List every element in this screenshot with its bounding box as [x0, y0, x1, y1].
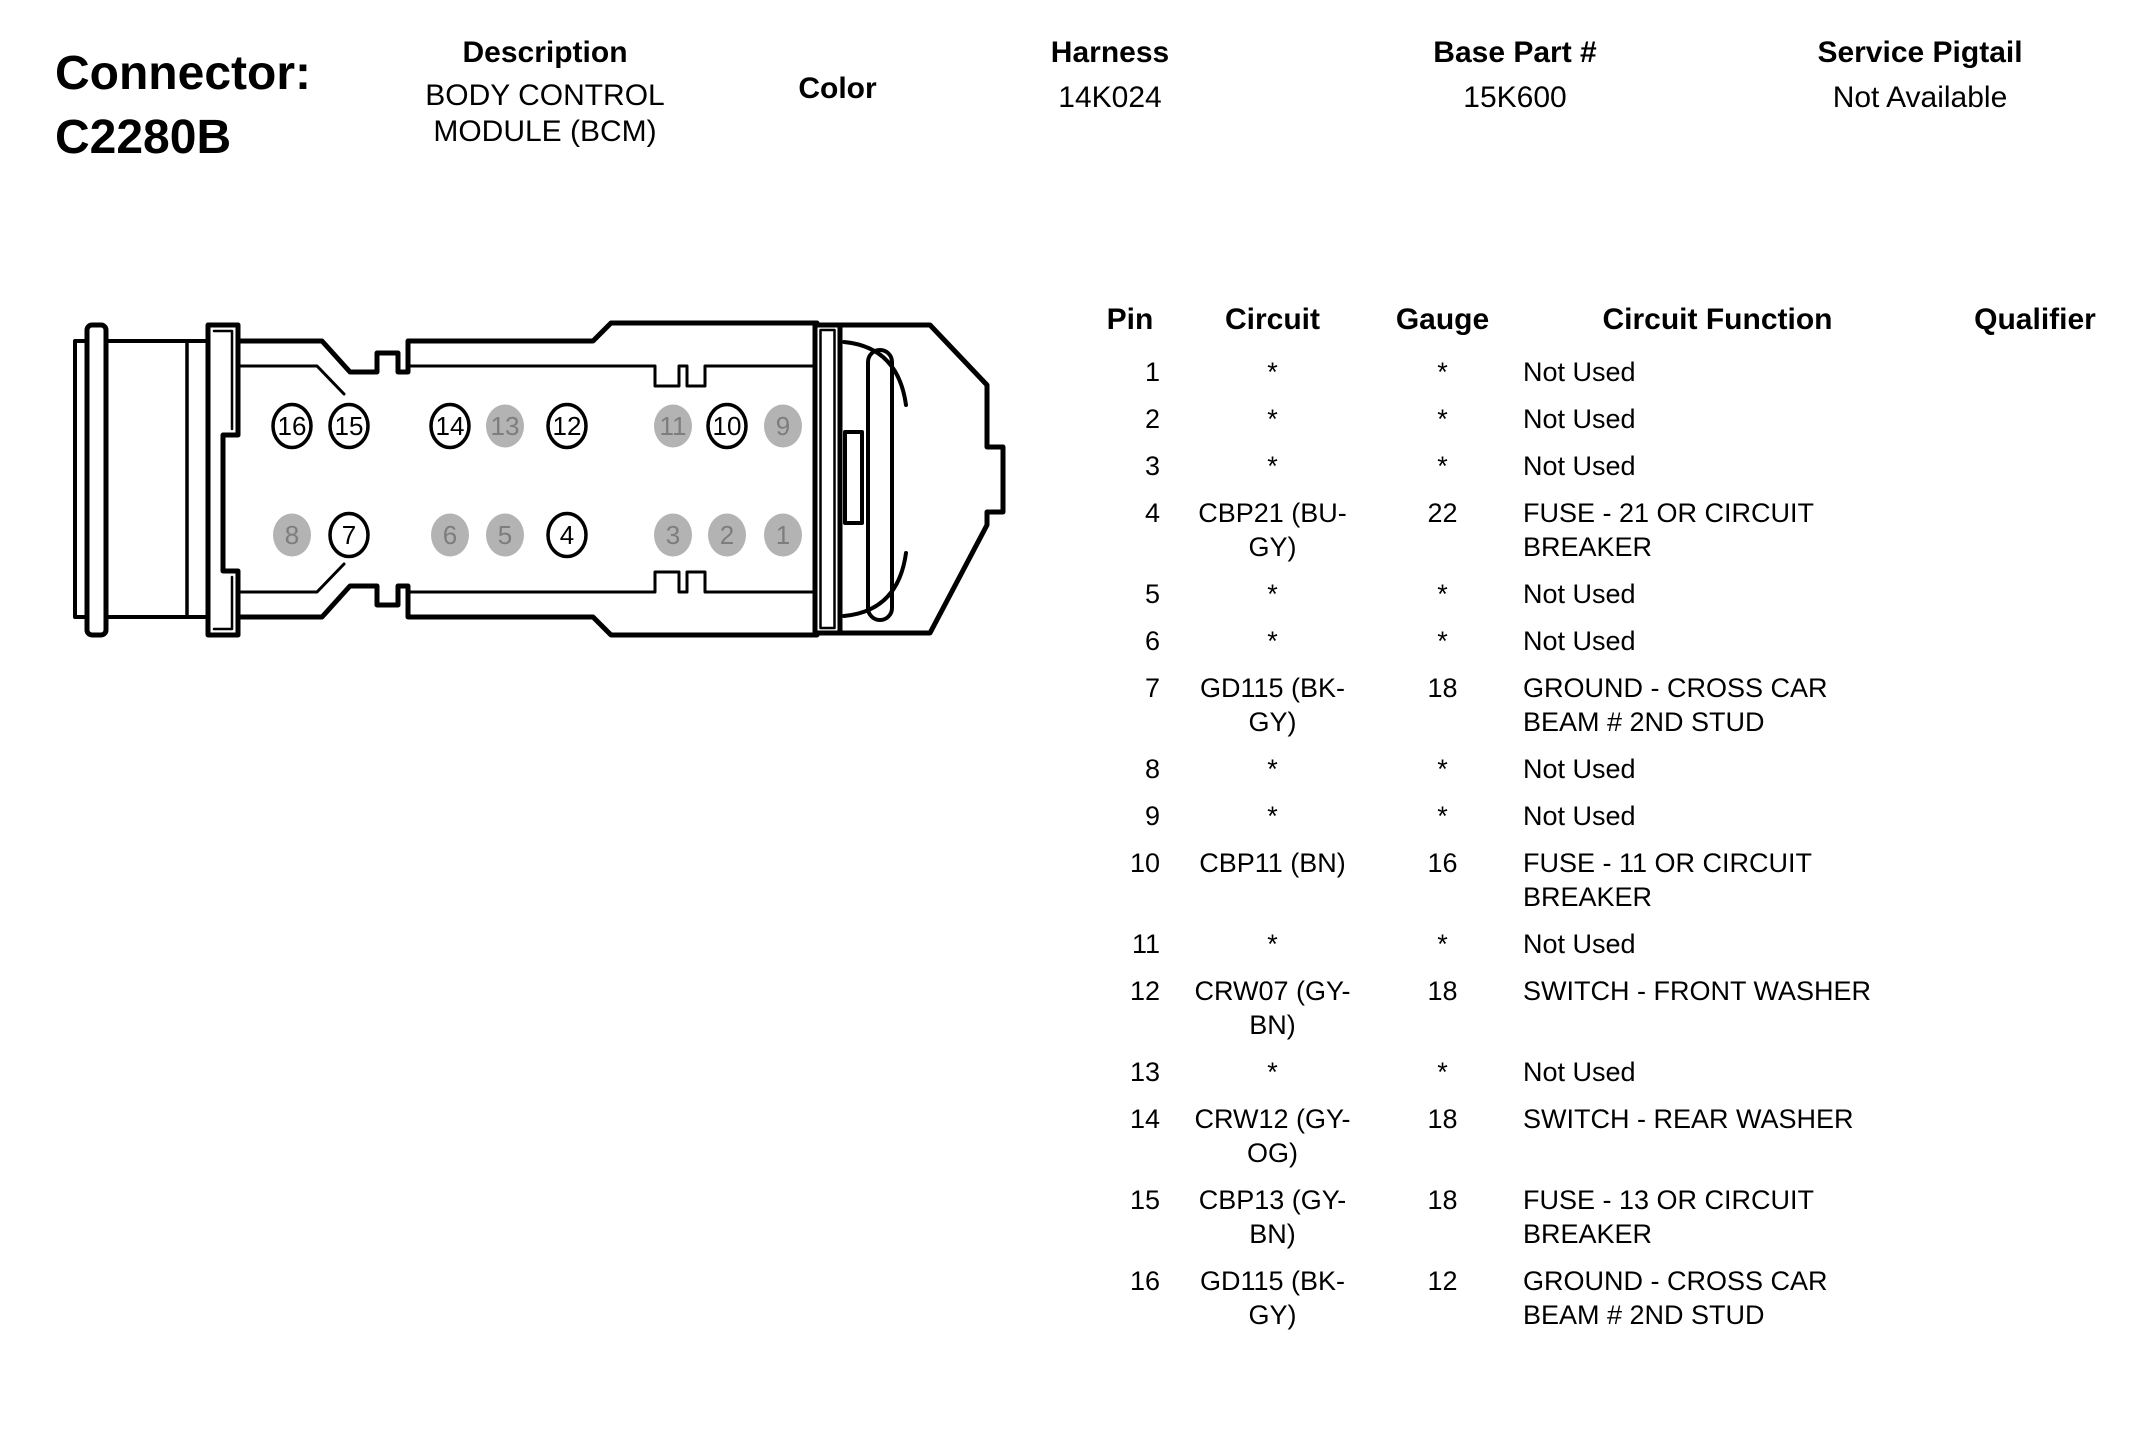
pinout-row — [1100, 1264, 2135, 1345]
gauge-cell: 18 — [1427, 1104, 1458, 1134]
connector-pin-12 — [548, 405, 586, 448]
pin-number-cell: 15 — [1129, 1185, 1160, 1215]
circuit-cell: GD115 (BK- GY) — [1199, 673, 1346, 737]
circuit-cell: CRW07 (GY- BN) — [1194, 976, 1351, 1040]
circuit-cell: * — [1267, 357, 1278, 387]
qualifier-cell — [1935, 1183, 2135, 1264]
harness-label: Harness — [1050, 36, 1170, 69]
connector-pin-6 — [431, 514, 469, 557]
connector-bracket — [208, 325, 238, 635]
pin-label: 2 — [719, 520, 735, 550]
connector-pin-7 — [330, 514, 368, 557]
pinout-row — [1100, 1055, 2135, 1102]
pin-number-cell: 4 — [1144, 498, 1160, 528]
pinout-table-header — [1100, 303, 2135, 355]
circuit-function-cell: Not Used — [1523, 579, 1636, 609]
connector-pin-15 — [330, 405, 368, 448]
pin-label: 3 — [665, 520, 681, 550]
pinout-row — [1100, 1102, 2135, 1183]
gauge-cell: * — [1437, 801, 1448, 831]
pin-label: 8 — [284, 520, 300, 550]
circuit-function-cell: GROUND - CROSS CAR BEAM # 2ND STUD — [1523, 1266, 1828, 1330]
housing-top-inner-line — [238, 366, 812, 394]
pinout-table — [1100, 303, 2135, 1345]
pinout-row — [1100, 974, 2135, 1055]
connector-pin-2 — [708, 514, 746, 557]
description-value: BODY CONTROL MODULE (BCM) — [425, 79, 665, 148]
connector-pin-5 — [486, 514, 524, 557]
circuit-function-cell: Not Used — [1523, 357, 1636, 387]
qualifier-cell — [1935, 799, 2135, 846]
housing-bottom-inner-line — [238, 564, 812, 592]
circuit-cell: * — [1267, 626, 1278, 656]
description-label: Description — [462, 36, 628, 69]
pinout-row — [1100, 752, 2135, 799]
pin-label: 12 — [552, 411, 582, 441]
qualifier-cell — [1935, 1055, 2135, 1102]
color-label: Color — [798, 72, 877, 105]
circuit-cell: CRW12 (GY- OG) — [1194, 1104, 1351, 1168]
connector-diagram — [55, 225, 1015, 665]
gauge-cell: 18 — [1427, 1185, 1458, 1215]
pinout-row — [1100, 846, 2135, 927]
pinout-table-body — [1100, 355, 2135, 1345]
gauge-cell: * — [1437, 929, 1448, 959]
circuit-cell: CBP11 (BN) — [1199, 848, 1346, 878]
connector-pin-3 — [654, 514, 692, 557]
circuit-function-cell: Not Used — [1523, 929, 1636, 959]
service-pigtail-label: Service Pigtail — [1817, 36, 2023, 69]
gauge-cell: * — [1437, 754, 1448, 784]
connector-pin-8 — [273, 514, 311, 557]
connector-pin-1 — [764, 514, 802, 557]
qualifier-cell — [1935, 846, 2135, 927]
header-circuit: Circuit — [1224, 303, 1320, 336]
connector-pin-16 — [273, 405, 311, 448]
connector-id: C2280B — [55, 111, 232, 164]
circuit-function-cell: SWITCH - REAR WASHER — [1523, 1104, 1854, 1134]
pin-label: 1 — [775, 520, 791, 550]
gauge-cell: 16 — [1427, 848, 1458, 878]
gauge-cell: * — [1437, 626, 1448, 656]
circuit-function-cell: Not Used — [1523, 754, 1636, 784]
qualifier-cell — [1935, 402, 2135, 449]
pin-number-cell: 8 — [1144, 754, 1160, 784]
circuit-cell: * — [1267, 929, 1278, 959]
base-part-value: 15K600 — [1463, 81, 1567, 114]
gauge-cell: * — [1437, 1057, 1448, 1087]
header-circuit-function: Circuit Function — [1602, 303, 1833, 336]
pinout-row — [1100, 624, 2135, 671]
gauge-cell: * — [1437, 579, 1448, 609]
circuit-function-cell: Not Used — [1523, 1057, 1636, 1087]
connector-right-end — [840, 325, 1003, 633]
pin-label: 16 — [277, 411, 307, 441]
pin-label: 13 — [490, 411, 520, 441]
service-pigtail-value: Not Available — [1832, 81, 2008, 114]
pin-number-cell: 5 — [1144, 579, 1160, 609]
pinout-row — [1100, 671, 2135, 752]
gauge-cell: 18 — [1427, 976, 1458, 1006]
circuit-cell: * — [1267, 1057, 1278, 1087]
circuit-cell: * — [1267, 754, 1278, 784]
gauge-cell: 18 — [1427, 673, 1458, 703]
pin-number-cell: 12 — [1129, 976, 1160, 1006]
pin-number-cell: 9 — [1144, 801, 1160, 831]
pin-number-cell: 14 — [1129, 1104, 1160, 1134]
pin-label: 9 — [775, 411, 791, 441]
pinout-row — [1100, 449, 2135, 496]
pinout-row — [1100, 799, 2135, 846]
circuit-function-cell: FUSE - 11 OR CIRCUIT BREAKER — [1523, 848, 1813, 912]
pin-number-cell: 2 — [1144, 404, 1160, 434]
pin-label: 4 — [559, 520, 575, 550]
circuit-function-cell: Not Used — [1523, 801, 1636, 831]
pin-number-cell: 16 — [1129, 1266, 1160, 1296]
circuit-function-cell: SWITCH - FRONT WASHER — [1523, 976, 1871, 1006]
qualifier-cell — [1935, 974, 2135, 1055]
wire-seal-bar — [87, 325, 106, 635]
pin-number-cell: 6 — [1144, 626, 1160, 656]
qualifier-cell — [1935, 449, 2135, 496]
qualifier-cell — [1935, 1102, 2135, 1183]
pinout-row — [1100, 402, 2135, 449]
harness-value: 14K024 — [1058, 81, 1162, 114]
header-qualifier: Qualifier — [1974, 303, 2096, 336]
circuit-function-cell: FUSE - 13 OR CIRCUIT BREAKER — [1523, 1185, 1815, 1249]
pin-label: 15 — [334, 411, 364, 441]
pinout-row — [1100, 496, 2135, 577]
qualifier-cell — [1935, 624, 2135, 671]
circuit-cell: * — [1267, 451, 1278, 481]
connector-pin-9 — [764, 405, 802, 448]
connector-pin-10 — [708, 405, 746, 448]
pin-label: 7 — [341, 520, 357, 550]
pin-label: 10 — [712, 411, 742, 441]
header-pin: Pin — [1106, 303, 1154, 336]
qualifier-cell — [1935, 752, 2135, 799]
connector-pins — [273, 405, 802, 557]
pin-label: 11 — [659, 411, 687, 441]
gauge-cell: * — [1437, 404, 1448, 434]
pinout-row — [1100, 1183, 2135, 1264]
connector-pin-11 — [654, 405, 692, 448]
gauge-cell: * — [1437, 357, 1448, 387]
circuit-cell: * — [1267, 801, 1278, 831]
connector-pin-14 — [431, 405, 469, 448]
circuit-cell: GD115 (BK- GY) — [1199, 1266, 1346, 1330]
gauge-cell: 22 — [1427, 498, 1458, 528]
base-part-label: Base Part # — [1433, 36, 1597, 69]
pinout-row — [1100, 577, 2135, 624]
pin-label: 5 — [497, 520, 513, 550]
connector-title — [55, 42, 311, 170]
qualifier-cell — [1935, 1264, 2135, 1345]
header-gauge: Gauge — [1395, 303, 1490, 336]
circuit-function-cell: Not Used — [1523, 404, 1636, 434]
circuit-cell: CBP13 (GY- BN) — [1198, 1185, 1347, 1249]
pin-number-cell: 11 — [1131, 929, 1160, 959]
circuit-cell: CBP21 (BU- GY) — [1198, 498, 1347, 562]
pin-label: 14 — [435, 411, 465, 441]
connector-label: Connector: — [55, 47, 311, 100]
pin-number-cell: 7 — [1144, 673, 1160, 703]
circuit-function-cell: GROUND - CROSS CAR BEAM # 2ND STUD — [1523, 673, 1828, 737]
pinout-row — [1100, 355, 2135, 402]
circuit-function-cell: Not Used — [1523, 626, 1636, 656]
qualifier-cell — [1935, 355, 2135, 402]
qualifier-cell — [1935, 496, 2135, 577]
circuit-cell: * — [1267, 579, 1278, 609]
pin-number-cell: 13 — [1129, 1057, 1160, 1087]
connector-pin-13 — [486, 405, 524, 448]
pinout-row — [1100, 927, 2135, 974]
gauge-cell: * — [1437, 451, 1448, 481]
circuit-cell: * — [1267, 404, 1278, 434]
circuit-function-cell: Not Used — [1523, 451, 1636, 481]
mating-face-bar — [815, 325, 840, 633]
pin-number-cell: 10 — [1129, 848, 1160, 878]
pin-number-cell: 1 — [1144, 357, 1160, 387]
connector-pin-4 — [548, 514, 586, 557]
circuit-function-cell: FUSE - 21 OR CIRCUIT BREAKER — [1523, 498, 1815, 562]
pin-label: 6 — [442, 520, 458, 550]
gauge-cell: 12 — [1427, 1266, 1458, 1296]
pin-number-cell: 3 — [1144, 451, 1160, 481]
qualifier-cell — [1935, 671, 2135, 752]
qualifier-cell — [1935, 577, 2135, 624]
qualifier-cell — [1935, 927, 2135, 974]
